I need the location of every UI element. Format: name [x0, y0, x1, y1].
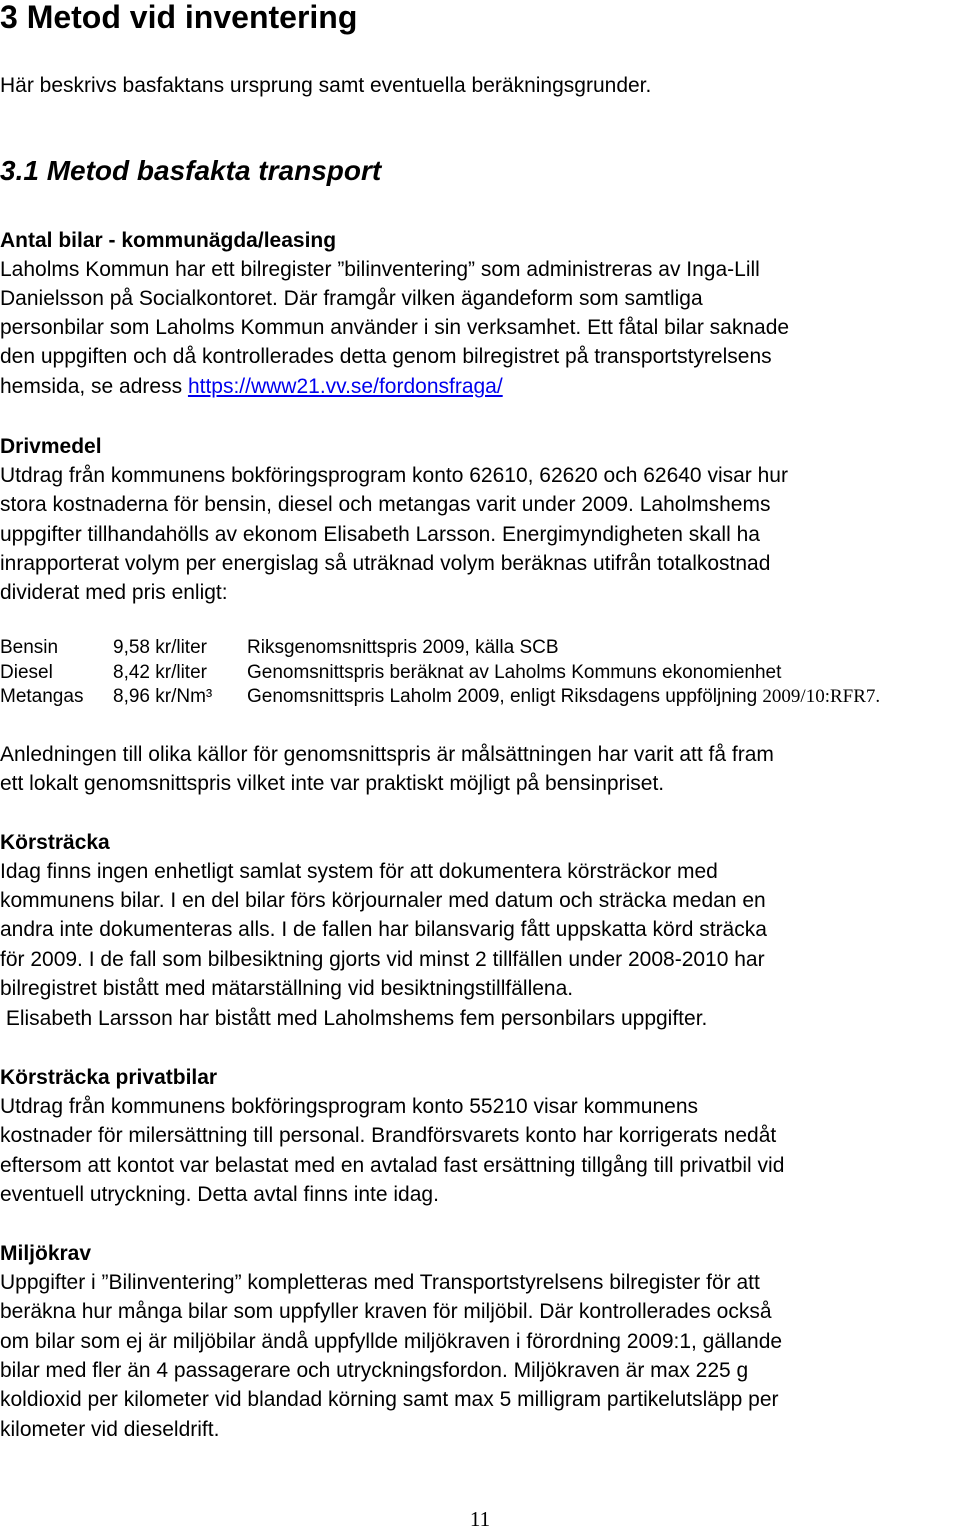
antal-bilar-link-prefix: hemsida, se adress [0, 375, 188, 398]
price-source-text: Riksgenomsnittspris 2009, källa SCB [247, 637, 559, 658]
miljokrav-line: koldioxid per kilometer vid blandad körning samt max 5 milligram partikelutsläpp per [0, 1388, 779, 1411]
antal-bilar-heading: Antal bilar - kommunägda/leasing [0, 229, 337, 252]
page-number: 11 [469, 1507, 491, 1531]
miljokrav-line: om bilar som ej är miljöbilar ändå uppfyllde miljökraven i förordning 2009:1, gällande [0, 1330, 783, 1353]
korstracka-line: för 2009. I de fall som bilbesiktning gjorts vid minst 2 tillfällen under 2008-2010 har [0, 948, 765, 971]
drivmedel-line: inrapporterat volym per energislag så uträknad volym beräknas utifrån totalkostnad [0, 552, 771, 575]
antal-bilar-line: personbilar som Laholms Kommun använder i sin verksamhet. Ett fåtal bilar saknade [0, 316, 790, 339]
drivmedel-line: Utdrag från kommunens bokföringsprogram konto 62610, 62620 och 62640 visar hur [0, 464, 788, 487]
korstracka-line: kommunens bilar. I en del bilar förs körjournaler med datum och sträcka medan en [0, 889, 766, 912]
miljokrav-heading: Miljökrav [0, 1242, 92, 1265]
miljokrav-line: bilar med fler än 4 passagerare och utryckningsfordon. Miljökraven är max 225 g [0, 1359, 749, 1382]
anledning-line: Anledningen till olika källor för genomsnittspris är målsättningen har varit att få fram [0, 743, 774, 766]
price-source [247, 661, 781, 686]
korstracka-line: bilregistret bistått med mätarställning vid besiktningstillfällena. [0, 977, 574, 1000]
korstracka-line: andra inte dokumenteras alls. I de fallen har bilansvarig fått uppskatta körd sträcka [0, 918, 767, 941]
price-source-text: Genomsnittspris beräknat av Laholms Kommuns ekonomienhet [247, 662, 782, 683]
fuel-price: 8,96 kr/Nm³ [113, 686, 213, 707]
korstracka-line: Idag finns ingen enhetligt samlat system för att dokumentera körsträckor med [0, 860, 718, 883]
miljokrav-line: kilometer vid dieseldrift. [0, 1418, 220, 1441]
antal-bilar-line: Laholms Kommun har ett bilregister ”bilinventering” som administreras av Inga-Lill [0, 258, 760, 281]
privatbilar-line: Utdrag från kommunens bokföringsprogram konto 55210 visar kommunens [0, 1095, 699, 1118]
miljokrav-line: Uppgifter i ”Bilinventering” kompletteras med Transportstyrelsens bilregister för att [0, 1271, 760, 1294]
fuel-price: 9,58 kr/liter [113, 637, 207, 658]
antal-bilar-line [0, 372, 960, 402]
fuel-name: Bensin [0, 637, 59, 658]
price-source-reference: 2009/10:RFR7. [762, 686, 881, 707]
korstracka-heading: Körsträcka [0, 831, 110, 854]
privatbilar-line: kostnader för milersättning till personal. Brandförsvarets konto har korrigerats nedåt [0, 1124, 777, 1147]
drivmedel-line: stora kostnaderna för bensin, diesel och metangas varit under 2009. Laholmshems [0, 493, 771, 516]
fuel-price: 8,42 kr/liter [113, 662, 207, 683]
miljokrav-line: beräkna hur många bilar som uppfyller kraven för miljöbil. Där kontrollerades också [0, 1300, 772, 1323]
drivmedel-line: dividerat med pris enligt: [0, 581, 228, 604]
price-source-text: Genomsnittspris Laholm 2009, enligt Riksdagens uppföljning [247, 686, 763, 707]
drivmedel-heading: Drivmedel [0, 435, 102, 458]
intro-paragraph: Här beskrivs basfaktans ursprung samt eventuella beräkningsgrunder. [0, 74, 652, 97]
antal-bilar-line: Danielsson på Socialkontoret. Där framgår vilken ägandeform som samtliga [0, 287, 703, 310]
fuel-name: Metangas [0, 686, 84, 707]
anledning-line: ett lokalt genomsnittspris vilket inte var praktiskt möjligt på bensinpriset. [0, 772, 665, 795]
drivmedel-line: uppgifter tillhandahölls av ekonom Elisabeth Larsson. Energimyndigheten skall ha [0, 523, 760, 546]
antal-bilar-line: den uppgiften och då kontrollerades detta genom bilregistret på transportstyrelsens [0, 345, 772, 368]
privatbilar-line: eftersom att kontot var belastat med en avtalad fast ersättning tillgång till privatbil vid [0, 1154, 785, 1177]
korstracka-line: Elisabeth Larsson har bistått med Laholmshems fem personbilars uppgifter. [0, 1007, 708, 1030]
privatbilar-line: eventuell utryckning. Detta avtal finns inte idag. [0, 1183, 439, 1206]
price-source [247, 685, 880, 710]
fuel-name: Diesel [0, 662, 53, 683]
price-source [247, 636, 559, 661]
chapter-heading: 3 Metod vid inventering [0, 0, 358, 35]
fordonsfraga-link[interactable]: https://www21.vv.se/fordonsfraga/ [187, 375, 503, 398]
section-heading: 3.1 Metod basfakta transport [0, 155, 382, 186]
privatbilar-heading: Körsträcka privatbilar [0, 1066, 218, 1089]
